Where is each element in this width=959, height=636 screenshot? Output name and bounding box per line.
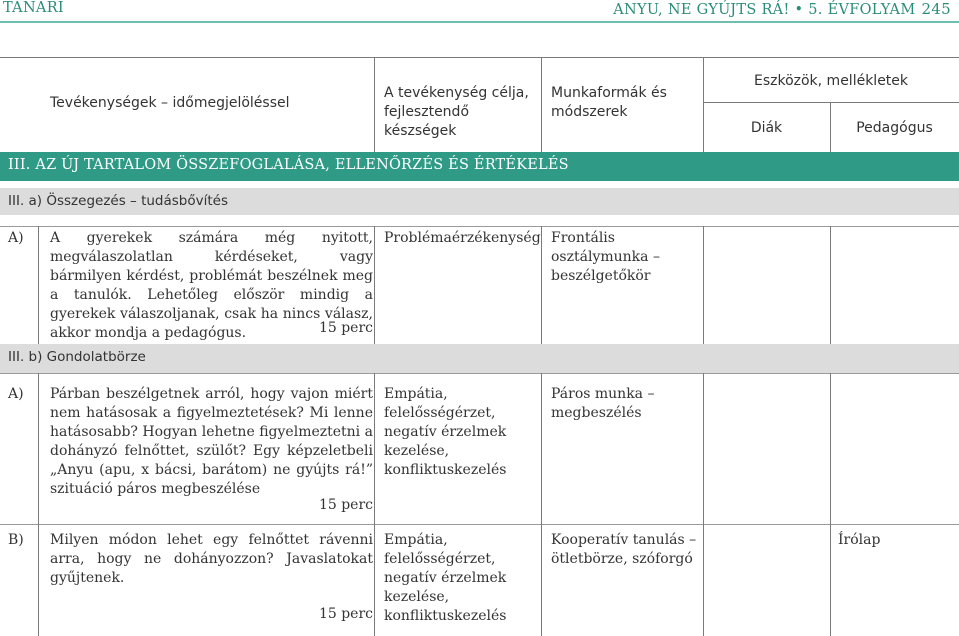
column-header-tools: Eszközök, mellékletek — [753, 73, 909, 89]
body-col-divider — [830, 226, 831, 344]
page-number: 245 — [921, 0, 951, 18]
header-col-divider — [374, 57, 375, 152]
section-title: III. AZ ÚJ TARTALOM ÖSSZEFOGLALÁSA, ELLENŐRZÉS ÉS ÉRTÉKELÉS — [8, 157, 569, 173]
activity-goal: Problémaérzékenység — [384, 230, 541, 246]
body-col-divider — [541, 373, 542, 636]
header-rule — [0, 21, 959, 23]
body-col-divider — [38, 373, 39, 636]
section-band — [0, 152, 959, 181]
body-col-divider — [38, 226, 39, 344]
body-col-divider — [830, 373, 831, 636]
row-border — [0, 226, 959, 227]
column-header-goal: A tevékenység célja, fejlesztendő készségek — [384, 85, 529, 139]
row-label: B) — [8, 532, 24, 548]
row-border — [0, 373, 959, 374]
activity-description: Párban beszélgetnek arról, hogy vajon miért nem hatásosak a figyelmeztetések? Mi lenne hatásosabb? Hogyan lehetne figyelmeztetni a dohányzó felnőttet, szülőt? Egy képzeletbeli „Anyu (apu, x bácsi, barátom) ne gyújts rá!” szituáció páros megbeszélése — [50, 386, 373, 497]
activity-goal: Empátia, felelősségérzet, negatív érzelmek kezelése, konfliktuskezelés — [384, 386, 507, 478]
row-label: A) — [8, 386, 24, 402]
column-header-teacher: Pedagógus — [856, 120, 933, 136]
activity-student-tools: Írólap — [838, 532, 881, 548]
row-label: A) — [8, 230, 24, 246]
tools-header-divider — [703, 102, 959, 103]
subsection-title: III. b) Gondolatbörze — [8, 349, 146, 365]
activity-description: Milyen módon lehet egy felnőttet rávenni arra, hogy ne dohányozzon? Javaslatokat gyűjtenek. — [50, 532, 373, 586]
activity-description: A gyerekek számára még nyitott, megválaszolatlan kérdéseket, vagy bármilyen kérdést, problémát beszélnek meg a tanulók. Lehetőleg először mindig a gyerekek válaszoljanak, csak ha nincs válasz, akkor mondja a pedagógus. — [50, 230, 373, 341]
activity-goal: Empátia, felelősségérzet, negatív érzelmek kezelése, konfliktuskezelés — [384, 532, 507, 624]
body-col-divider — [541, 226, 542, 344]
column-header-methods: Munkaformák és módszerek — [551, 85, 667, 120]
activity-time: 15 perc — [318, 606, 373, 622]
subsection-band — [0, 188, 959, 215]
body-col-divider — [703, 226, 704, 344]
column-header-student: Diák — [750, 120, 783, 136]
activity-method: Páros munka – megbeszélés — [551, 386, 655, 421]
activity-time: 15 perc — [318, 320, 373, 336]
body-col-divider — [703, 373, 704, 636]
subsection-band — [0, 344, 959, 373]
table-top-border — [0, 57, 959, 58]
running-head — [0, 0, 959, 17]
running-head-right — [613, 0, 951, 18]
column-header-activities: Tevékenységek – időmegjelöléssel — [50, 95, 290, 111]
activity-method: Frontális osztálymunka – beszélgetőkör — [551, 230, 660, 284]
activity-time: 15 perc — [318, 497, 373, 513]
running-head-left: TANÁRI — [3, 0, 64, 16]
subsection-title: III. a) Összegezés – tudásbővítés — [8, 193, 229, 209]
row-border — [0, 524, 959, 525]
body-col-divider — [374, 226, 375, 344]
body-col-divider — [374, 373, 375, 636]
header-col-divider — [541, 57, 542, 152]
running-head-title: ANYU, NE GYÚJTS RÁ! • 5. ÉVFOLYAM — [613, 2, 916, 18]
activity-method: Kooperatív tanulás – ötletbörze, szóforgó — [551, 532, 697, 567]
